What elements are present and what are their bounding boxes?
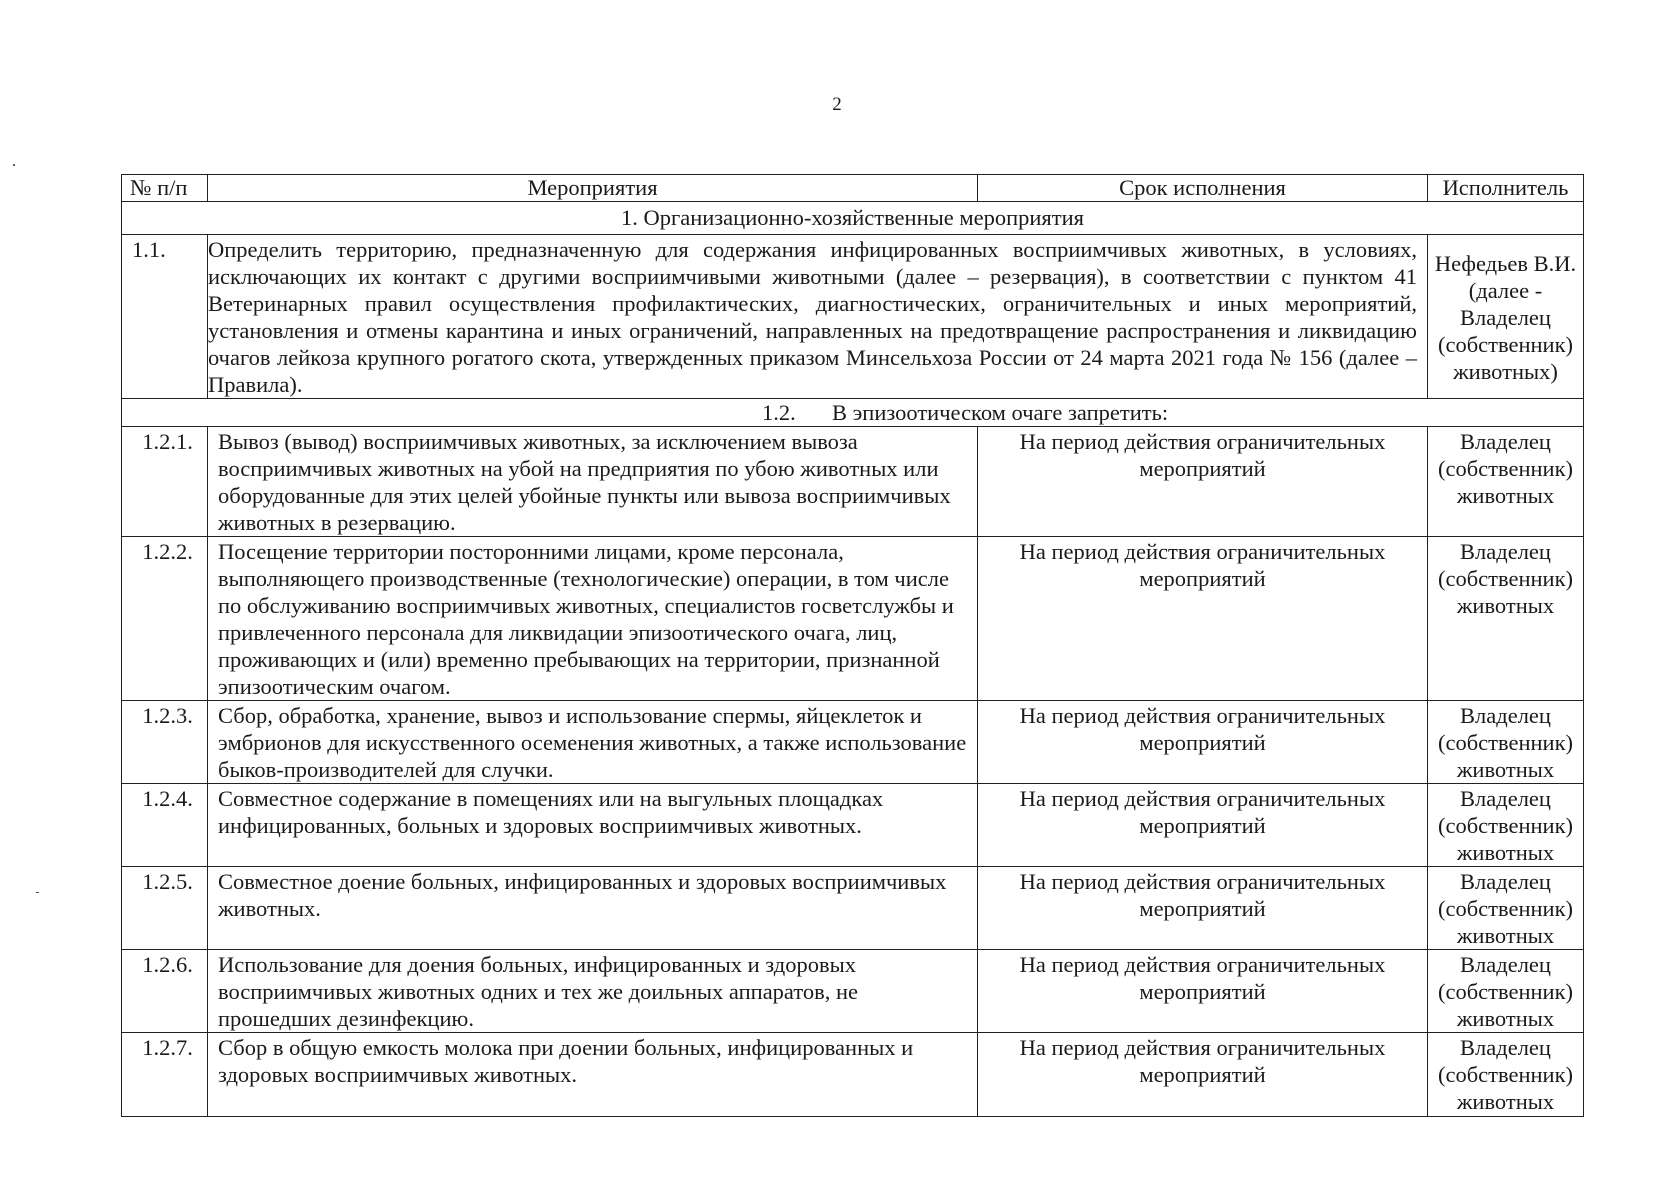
row-term: На период действия ограничительных мероприятий [978, 1033, 1428, 1117]
row-text: Совместное содержание в помещениях или на выгульных площадках инфицированных, больных и здоровых восприимчивых животных. [208, 784, 978, 867]
row-term: На период действия ограничительных мероприятий [978, 784, 1428, 867]
section-title: 1. Организационно-хозяйственные мероприятия [122, 202, 1584, 235]
row-executor: Владелец (собственник) животных [1428, 867, 1584, 950]
subsection-heading [122, 399, 1584, 427]
row-executor: Владелец (собственник) животных [1428, 1033, 1584, 1117]
row-num: 1.2.1. [122, 427, 208, 537]
row-text: Определить территорию, предназначенную для содержания инфицированных восприимчивых животных, в условиях, исключающих их контакт с другими восприимчивыми животными (далее – резервация), в соответствии с пунктом 41 Ветеринарных правил осуществления профилактических, диагностических, ограничительных и иных мероприятий, установления и отмены карантина и иных ограничений, направленных на предотвращение распространения и ликвидацию очагов лейкоза крупного рогатого скота, утвержденных приказом Минсельхоза России от 24 марта 2021 года № 156 (далее – Правила). [208, 235, 1428, 399]
measures-table [121, 174, 1584, 1117]
row-executor: Владелец (собственник) животных [1428, 784, 1584, 867]
header-num: № п/п [122, 175, 208, 202]
row-text: Вывоз (вывод) восприимчивых животных, за исключением вывоза восприимчивых животных на убой на предприятия по убою животных или оборудованные для этих целей убойные пункты или вывоза восприимчивых животных в резервацию. [208, 427, 978, 537]
row-text: Сбор, обработка, хранение, вывоз и использование спермы, яйцеклеток и эмбрионов для искусственного осеменения животных, а также использование быков-производителей для случки. [208, 701, 978, 784]
subsection-text: В эпизоотическом очаге запретить: [832, 400, 1169, 425]
row-term: На период действия ограничительных мероприятий [978, 701, 1428, 784]
table-row [122, 1033, 1584, 1117]
rows-body [122, 427, 1584, 1117]
row-executor: Владелец (собственник) животных [1428, 950, 1584, 1033]
row-term: На период действия ограничительных мероприятий [978, 950, 1428, 1033]
row-num: 1.2.2. [122, 537, 208, 701]
table-row [122, 950, 1584, 1033]
row-executor: Владелец (собственник) животных [1428, 701, 1584, 784]
scan-speck [13, 164, 15, 166]
scan-speck [36, 892, 39, 893]
header-measures: Мероприятия [208, 175, 978, 202]
page-number: 2 [832, 94, 842, 115]
header-term: Срок исполнения [978, 175, 1428, 202]
row-num: 1.2.5. [122, 867, 208, 950]
section-row [122, 202, 1584, 235]
row-text: Посещение территории посторонними лицами, кроме персонала, выполняющего производственные (технологические) операции, в том числе по обслуживанию восприимчивых животных, специалистов госветслужбы и привлеченного персонала для ликвидации эпизоотического очага, лиц, проживающих и (или) временно пребывающих на территории, признанной эпизоотическим очагом. [208, 537, 978, 701]
header-executor: Исполнитель [1428, 175, 1584, 202]
row-num: 1.2.7. [122, 1033, 208, 1117]
table-row [122, 537, 1584, 701]
row-term: На период действия ограничительных мероприятий [978, 867, 1428, 950]
row-term: На период действия ограничительных мероприятий [978, 537, 1428, 701]
row-executor: Владелец (собственник) животных [1428, 537, 1584, 701]
row-executor: Нефедьев В.И. (далее - Владелец (собственник) животных) [1428, 235, 1584, 399]
row-text: Использование для доения больных, инфицированных и здоровых восприимчивых животных одних и тех же доильных аппаратов, не прошедших дезинфекцию. [208, 950, 978, 1033]
table-row [122, 867, 1584, 950]
row-num: 1.1. [122, 235, 208, 399]
table-header-row [122, 175, 1584, 202]
table-row [122, 235, 1584, 399]
row-term: На период действия ограничительных мероприятий [978, 427, 1428, 537]
subsection-num: 1.2. [762, 400, 796, 425]
row-num: 1.2.6. [122, 950, 208, 1033]
row-executor: Владелец (собственник) животных [1428, 427, 1584, 537]
row-num: 1.2.3. [122, 701, 208, 784]
row-text: Совместное доение больных, инфицированных и здоровых восприимчивых животных. [208, 867, 978, 950]
row-num: 1.2.4. [122, 784, 208, 867]
table-row [122, 784, 1584, 867]
subsection-row [122, 399, 1584, 427]
table-row [122, 701, 1584, 784]
table-row [122, 427, 1584, 537]
row-text: Сбор в общую емкость молока при доении больных, инфицированных и здоровых восприимчивых животных. [208, 1033, 978, 1117]
